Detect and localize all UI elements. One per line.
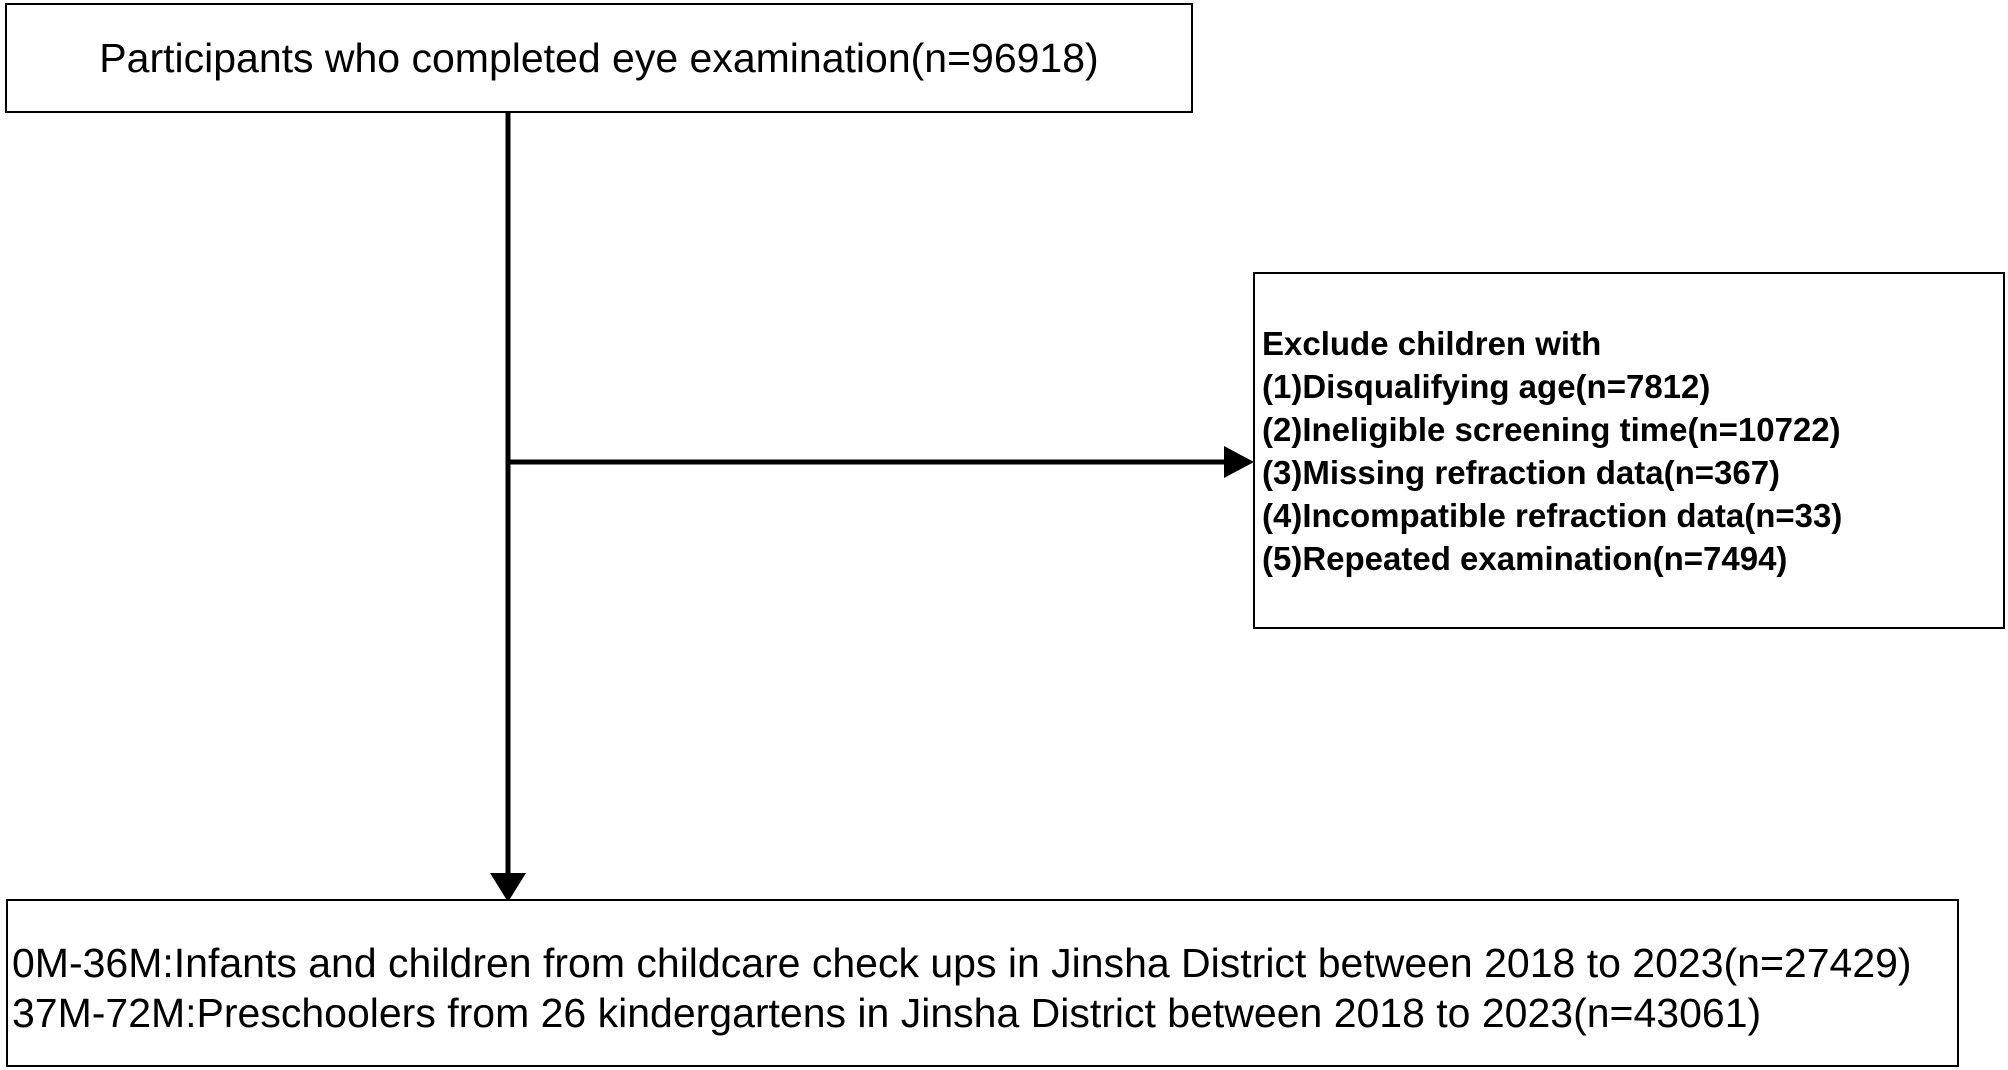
participants-box (5, 3, 1193, 113)
included-cohort-box (6, 899, 1959, 1067)
exclusion-heading: Exclude children with (1262, 325, 1602, 362)
cohort-line-preschoolers: 37M-72M:Preschoolers from 26 kindergartens in Jinsha District between 2018 to 2023(n=43061) (12, 990, 1762, 1036)
participants-label: Participants who completed eye examination(n=96918) (99, 34, 1099, 81)
cohort-line-infants: 0M-36M:Infants and children from childcare check ups in Jinsha District between 2018 to 2023(n=27429) (12, 940, 1912, 986)
exclusion-item: (4)Incompatible refraction data(n=33) (1262, 497, 1843, 534)
exclusion-item: (2)Ineligible screening time(n=10722) (1262, 411, 1841, 448)
exclusion-item: (3)Missing refraction data(n=367) (1262, 454, 1781, 491)
exclusion-box (1253, 272, 2005, 629)
exclusion-item: (5)Repeated examination(n=7494) (1262, 540, 1788, 577)
exclusion-item: (1)Disqualifying age(n=7812) (1262, 368, 1711, 405)
exclusion-branch-arrowhead (1224, 446, 1254, 478)
main-flow-arrowhead (490, 873, 526, 902)
